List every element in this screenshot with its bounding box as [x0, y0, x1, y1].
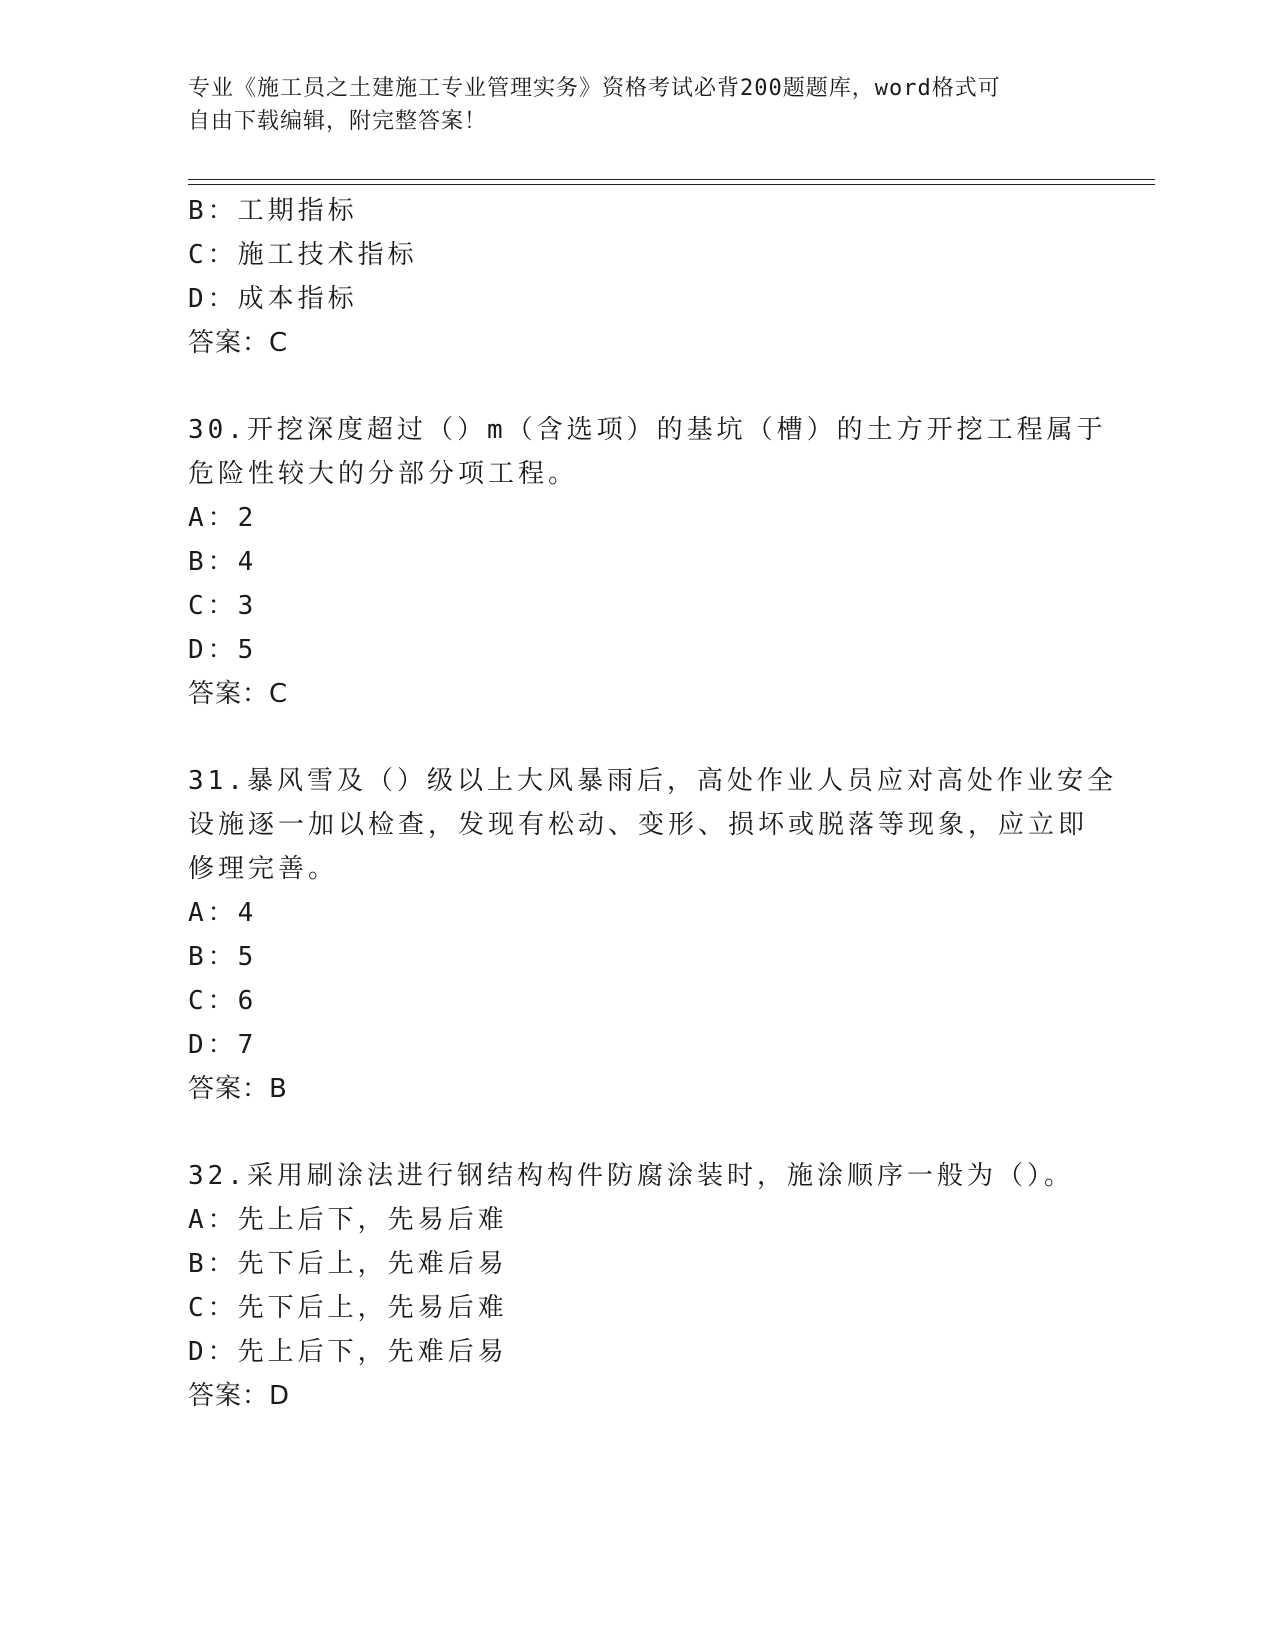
q31-option-a: A：4: [188, 898, 258, 928]
q31-stem-line-3: 修理完善。: [188, 854, 339, 884]
q30-stem-line-2: 危险性较大的分部分项工程。: [188, 459, 579, 489]
q31-stem-line-2: 设施逐一加以检查，发现有松动、变形、损坏或脱落等现象，应立即: [188, 810, 1089, 840]
q29-option-d: D：成本指标: [188, 284, 358, 314]
q30-option-d: D：5: [188, 635, 258, 665]
q31-option-b: B：5: [188, 942, 258, 972]
q32-option-b: B：先下后上，先难后易: [188, 1249, 508, 1279]
q32-option-d: D：先上后下，先难后易: [188, 1337, 508, 1367]
header-line-2: 自由下载编辑，附完整答案！: [188, 109, 488, 134]
header-divider-top: [188, 179, 1155, 180]
q29-option-b: B：工期指标: [188, 196, 358, 226]
q29-answer: 答案：C: [188, 328, 289, 358]
q29-option-c: C：施工技术指标: [188, 240, 418, 270]
q32-option-a: A：先上后下，先易后难: [188, 1205, 508, 1235]
q30-option-a: A：2: [188, 503, 258, 533]
header-divider-bottom: [188, 184, 1155, 185]
q31-answer: 答案：B: [188, 1074, 288, 1104]
q32-option-c: C：先下后上，先易后难: [188, 1293, 508, 1323]
q32-answer: 答案：D: [188, 1381, 291, 1411]
q30-option-b: B：4: [188, 547, 258, 577]
q30-option-c: C：3: [188, 591, 258, 621]
header-line-1: 专业《施工员之土建施工专业管理实务》资格考试必背200题题库，word格式可: [188, 76, 1001, 101]
q31-option-c: C：6: [188, 986, 258, 1016]
q30-stem-line-1: 30.开挖深度超过（）m（含选项）的基坑（槽）的土方开挖工程属于: [188, 415, 1107, 445]
page-header: [188, 72, 1068, 138]
q31-option-d: D：7: [188, 1030, 258, 1060]
q32-stem-line-1: 32.采用刷涂法进行钢结构构件防腐涂装时，施涂顺序一般为（）。: [188, 1161, 1074, 1191]
q30-answer: 答案：C: [188, 679, 289, 709]
q31-stem-line-1: 31.暴风雪及（）级以上大风暴雨后，高处作业人员应对高处作业安全: [188, 766, 1117, 796]
